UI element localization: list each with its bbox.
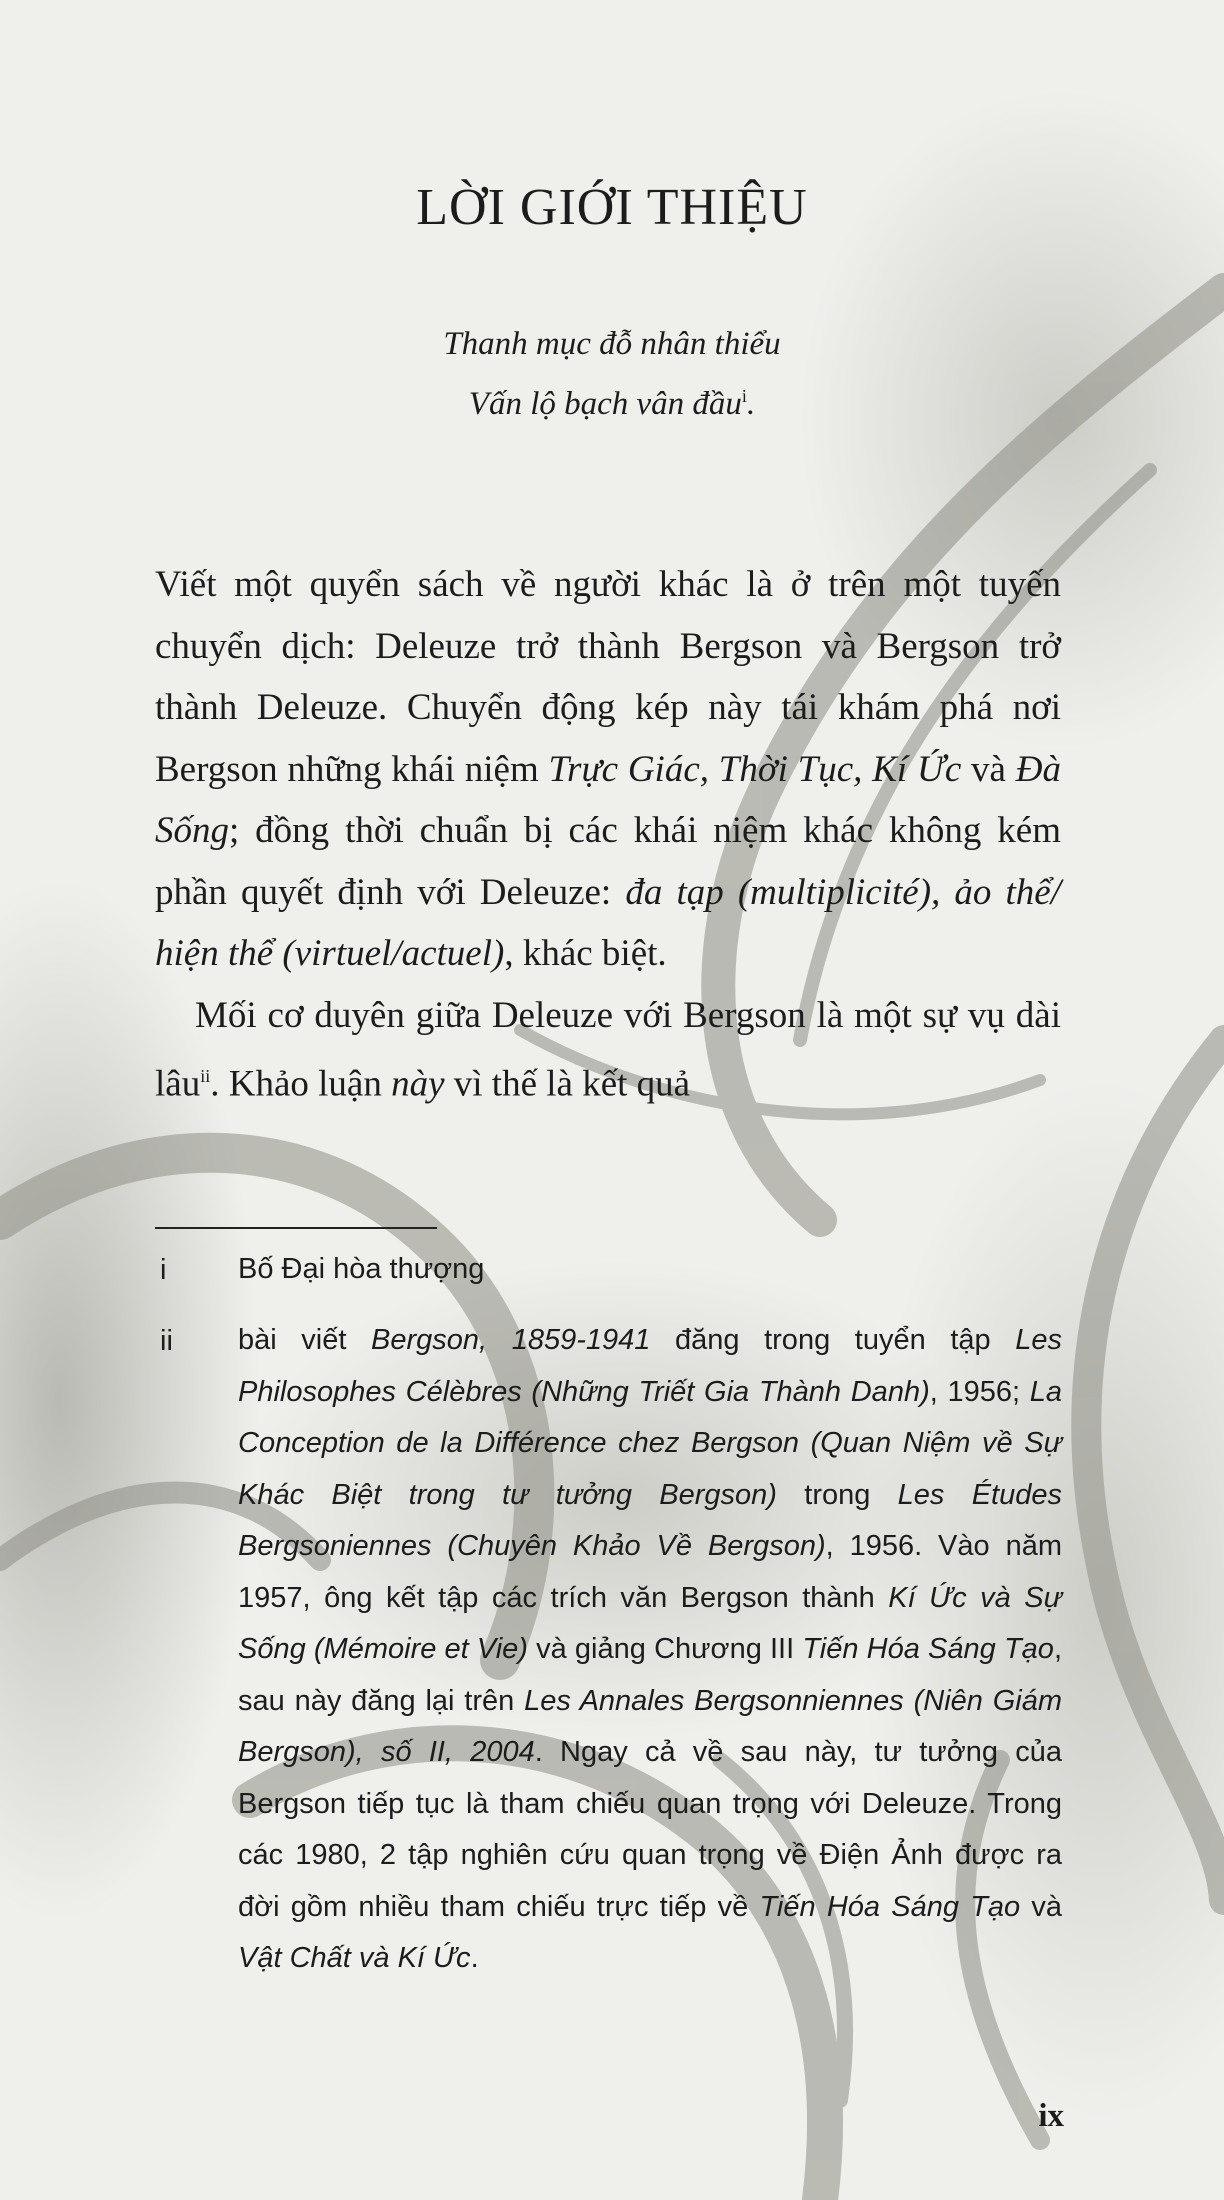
epigraph-line-1: Thanh mục đỗ nhân thiểu: [443, 326, 781, 362]
footnote-divider: [155, 1227, 437, 1229]
text-run: và: [1020, 1890, 1063, 1923]
text-run: vì thế là kết quả: [444, 1063, 691, 1105]
italic-text-run: Vật Chất và Kí Ức: [238, 1942, 471, 1974]
body-text: [155, 554, 1061, 1115]
text-run: Mối cơ duyên giữa Deleuze với Bergson là một sự vụ dài lâu: [155, 994, 1061, 1105]
italic-text-run: Trực Giác, Thời Tục, Kí Ức: [548, 748, 962, 790]
italic-text-run: Tiến Hóa Sáng Tạo: [759, 1890, 1021, 1923]
text-run: . Khảo luận: [210, 1063, 392, 1105]
epigraph: [0, 318, 1224, 430]
italic-text-run: đa tạp (multiplicité), ảo thể/ hiện thể (virtuel/actuel): [155, 871, 1061, 974]
footnote-ref: ii: [200, 1066, 211, 1086]
footnote-marker-ii: ii: [160, 1325, 173, 1357]
page-number: ix: [1038, 2098, 1064, 2134]
chapter-title: LỜI GIỚI THIỆU: [416, 179, 808, 236]
italic-text-run: Les Annales Bergsonniennes (Niên Giám Bergson), số II, 2004: [238, 1684, 1062, 1768]
text-run: đăng trong tuyển tập: [650, 1324, 1016, 1356]
footnote-i-text: [238, 1244, 1062, 1296]
text-run: . Ngay cả về sau này, tư tưởng của Bergson tiếp tục là tham chiếu quan trọng với Deleuze. Trong các 1980, 2 tập nghiên cứu quan trọng về Điện Ảnh được ra đời gồm nhiều tham chiếu trực tiếp về: [238, 1736, 1062, 1923]
text-run: , 1956. Vào năm 1957, ông kết tập các trích văn Bergson thành: [238, 1530, 1062, 1614]
epigraph-line-2-text: Vấn lộ bạch vân đầu: [468, 386, 742, 422]
text-run: ; đồng thời chuẩn bị các khái niệm khác không kém phần quyết định với Deleuze:: [155, 810, 1061, 913]
italic-text-run: Les Études Bergsoniennes (Chuyên Khảo Về Bergson): [238, 1478, 1062, 1562]
text-run: và giảng Chương III: [527, 1633, 803, 1665]
text-run: bài viết: [238, 1324, 372, 1356]
text-run: và: [961, 748, 1016, 790]
text-run: , khác biệt.: [504, 933, 667, 974]
italic-text-run: Tiến Hóa Sáng Tạo: [802, 1633, 1054, 1665]
footnote-marker-i: i: [160, 1254, 167, 1286]
text-run: Viết một quyển sách về người khác là ở trên một tuyến chuyển dịch: Deleuze trở thành Bergson và Bergson trở thành Deleuze. Chuyển động kép này tái khám phá nơi Bergson những khái niệm: [155, 564, 1061, 790]
paragraph-1: [155, 554, 1061, 985]
text-run: Bố Đại hòa thượng: [238, 1253, 485, 1285]
italic-text-run: Kí Ức và Sự Sống (Mémoire et Vie): [238, 1581, 1063, 1665]
italic-text-run: Đà Sống: [155, 748, 1061, 851]
footnote-ref-i: i: [741, 386, 747, 406]
text-run: .: [470, 1942, 479, 1974]
text-run: trong: [776, 1478, 898, 1511]
italic-text-run: Bergson, 1859-1941: [371, 1324, 651, 1356]
footnote-ii-text: [238, 1315, 1062, 1985]
text-run: , sau này đăng lại trên: [238, 1633, 1062, 1717]
paragraph-2: [155, 985, 1061, 1115]
text-run: , 1956;: [929, 1375, 1030, 1408]
epigraph-line-2: Vấn lộ bạch vân đầu$^i$.: [468, 386, 756, 422]
italic-text-run: này: [391, 1063, 445, 1105]
italic-text-run: Les Philosophes Célèbres (Những Triết Gia Thành Danh): [238, 1324, 1063, 1408]
italic-text-run: La Conception de la Différence chez Bergson (Quan Niệm về Sự Khác Biệt trong tư tưởng Bergson): [238, 1375, 1062, 1511]
